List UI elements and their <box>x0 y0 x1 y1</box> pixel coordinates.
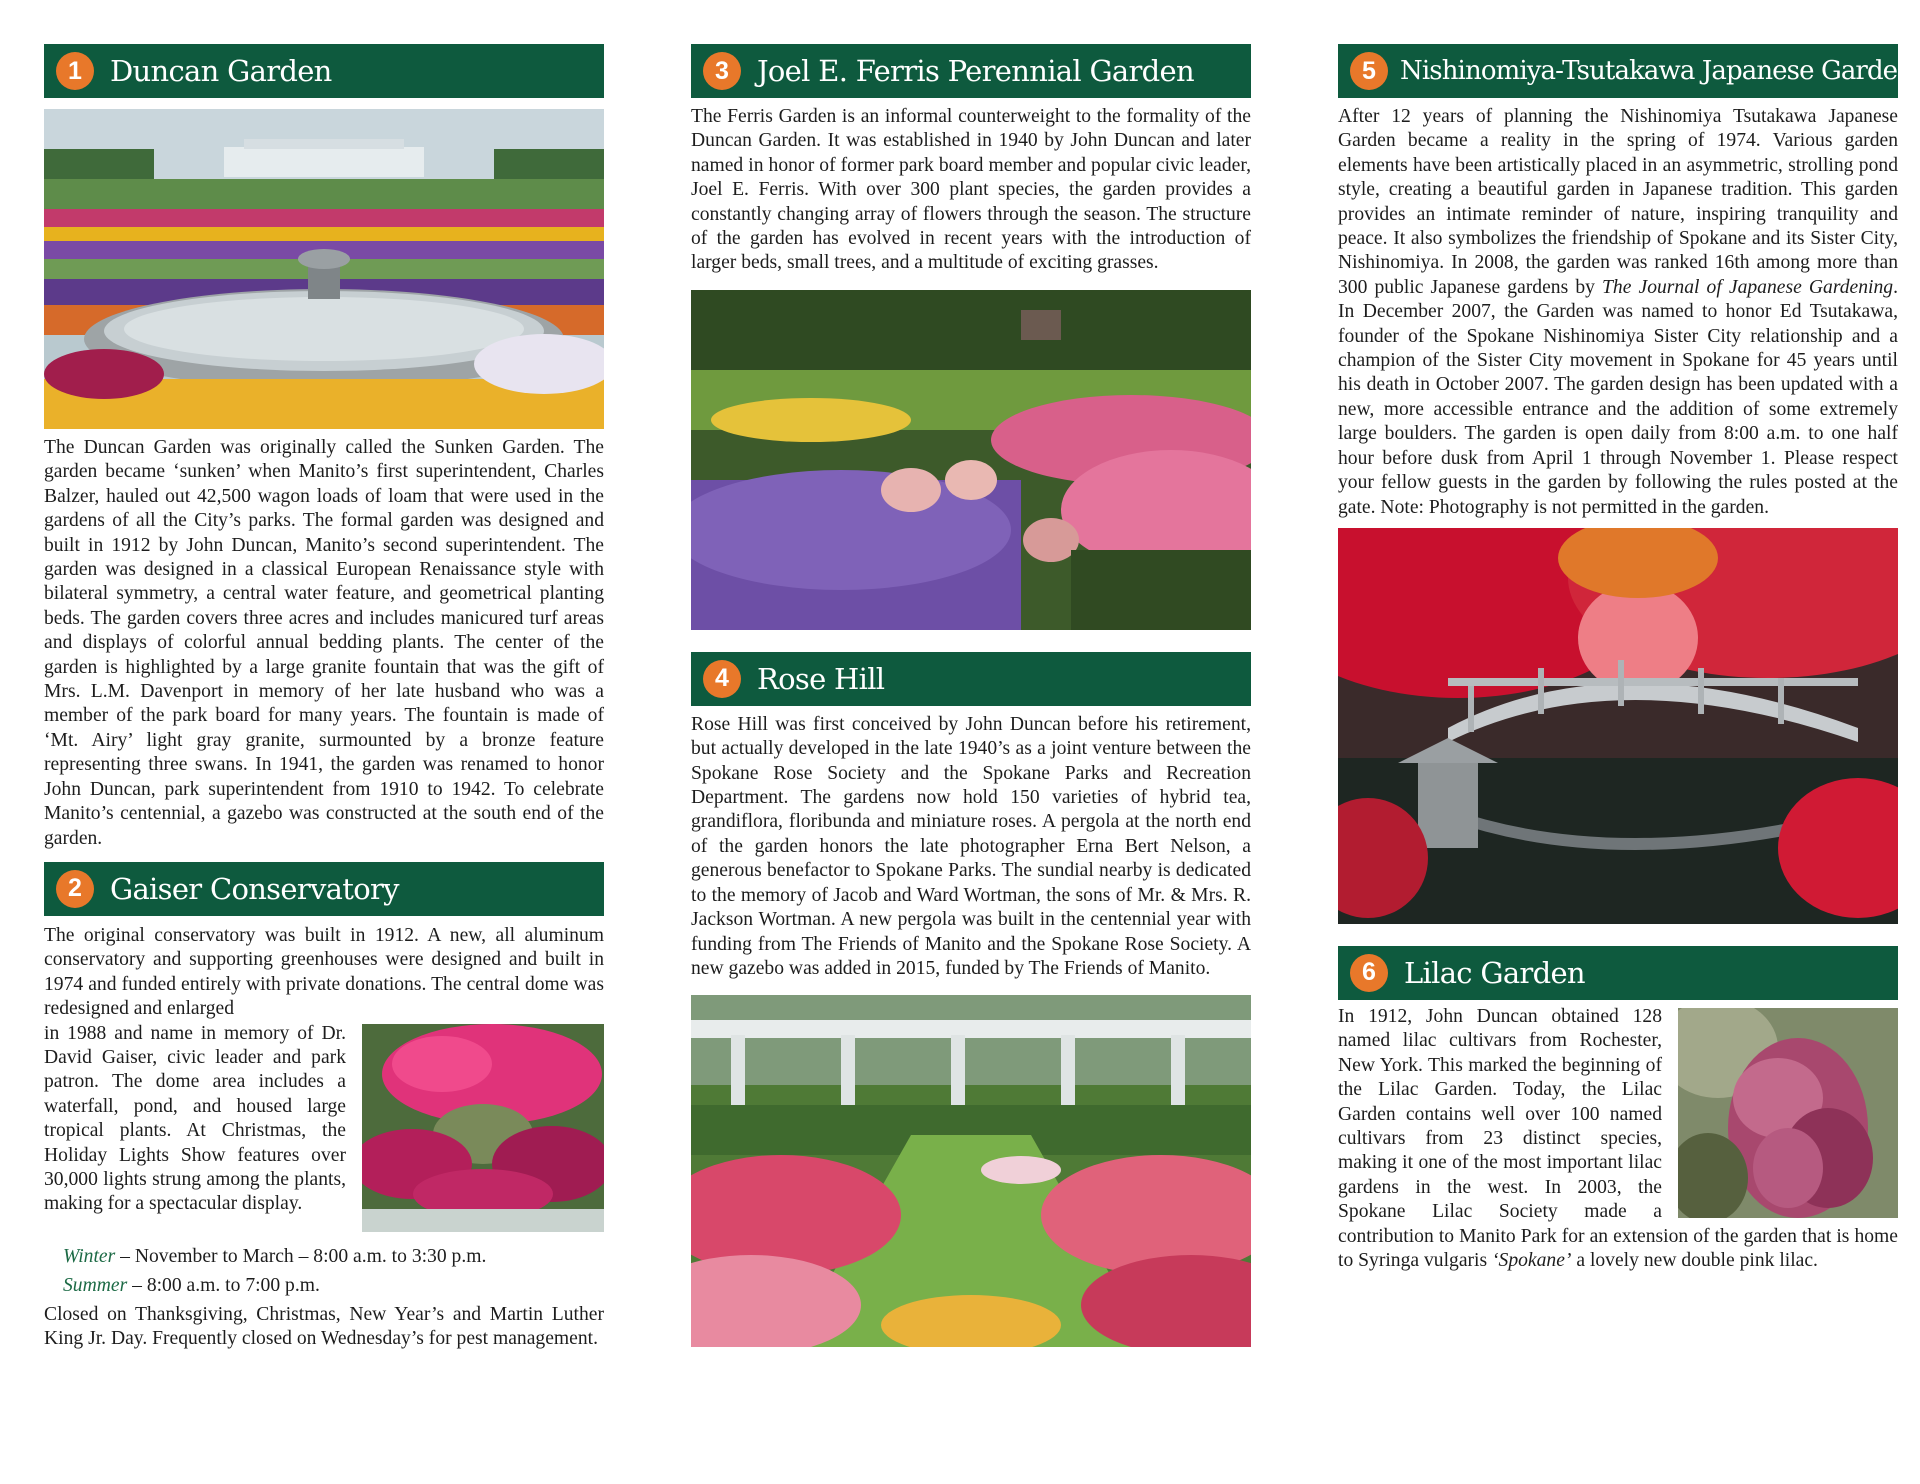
section-header-rose-hill <box>691 652 1251 706</box>
column-left <box>44 44 604 1351</box>
journal-title: The Journal of Japanese Gardening <box>1602 276 1894 298</box>
lilac-garden-text-b: a lovely new double pink lilac. <box>1571 1249 1818 1271</box>
hours-summer <box>63 1271 604 1300</box>
hours-winter-time: – November to March – 8:00 a.m. to 3:30 p.m. <box>115 1245 487 1267</box>
section-title: Rose Hill <box>757 661 885 696</box>
japanese-garden-text-a: After 12 years of planning the Nishinomiya Tsutakawa Japanese Garden became a reality in the spring of 1974. Various garden elements have been artistically placed in an asymmetric, strolling pond style, creating a beautiful garden in Japanese tradition. This garden provides an intimate reminder of nature, inspiring tranquility and peace. It also symbolizes the friendship of Spokane and its Sister City, Nishinomiya. In 2008, the garden was ranked 16th among more than 300 public Japanese gardens by <box>1338 106 1898 298</box>
duncan-garden-photo <box>44 109 604 429</box>
hours-summer-label: Summer <box>63 1274 128 1296</box>
column-right <box>1338 44 1914 1273</box>
rose-hill-photo <box>691 995 1251 1347</box>
section-title: Joel E. Ferris Perennial Garden <box>757 54 1194 88</box>
lilac-garden-text-a: In 1912, John Duncan obtained 128 named lilac cultivars from Rochester, New York. This marked the beginning of the Lilac Garden. Today, the Lilac Garden contains well over 100 named cultivars from 23 distinct species, making it one of the most important lilac gardens in the west. In 2003, the Spokane Lilac Society made a contribution to Manito Park for an extension of the garden that is home to Syringa vulgaris <box>1338 1005 1898 1271</box>
gaiser-wrap-block <box>44 1022 604 1238</box>
lilac-wrap-block <box>1338 1005 1898 1273</box>
section-number-badge: 1 <box>56 52 94 90</box>
duncan-garden-description: The Duncan Garden was originally called the Sunken Garden. The garden became ‘sunken’ when Manito’s first superintendent, Charles Balzer, hauled out 42,500 wagon loads of loam that were used in the gardens of all the City’s parks. The formal garden was designed and built in 1912 by John Duncan, Manito’s second superintendent. The garden was designed in a classical European Renaissance style with bilateral symmetry, a central water feature, and geometrical planting beds. The garden covers three acres and includes manicured turf areas and displays of colorful annual bedding plants. The center of the garden is highlighted by a large granite fountain that was the gift of Mrs. L.M. Davenport in memory of her late husband who was a member of the park board for many years. The fountain is made of ‘Mt. Airy’ light gray granite, surmounted by a bronze feature representing three swans. In 1941, the garden was renamed to honor John Duncan, park superintendent from 1910 to 1942. To celebrate Manito’s centennial, a gazebo was constructed at the south end of the garden. <box>44 437 604 849</box>
rose-hill-description: Rose Hill was first conceived by John Duncan before his retirement, but actually developed in the late 1940’s as a joint venture between the Spokane Rose Society and the Spokane Parks and Recreation Department. The gardens now hold 150 varieties of hybrid tea, grandiflora, floribunda and miniature roses. A pergola at the north end of the garden honors the late photographer Erna Bert Nelson, a generous benefactor to Spokane Parks. The sundial nearby is dedicated to the memory of Jacob and Ward Wortman, the sons of Mr. & Mrs. R. Jackson Wortman. A new pergola was built in the centennial year with funding from The Friends of Manito and the Spokane Rose Society. A new gazebo was added in 2015, funded by The Friends of Manito. <box>691 713 1251 979</box>
section-header-japanese-garden <box>1338 44 1914 98</box>
conservatory-hours <box>63 1242 604 1300</box>
section-title: Nishinomiya-Tsutakawa Japanese Garden <box>1400 56 1914 86</box>
ferris-garden-description: The Ferris Garden is an informal counterweight to the formality of the Duncan Garden. It was established in 1940 by John Duncan and later named in honor of former park board member and popular civic leader, Joel E. Ferris. With over 300 plant species, the garden provides a constantly changing array of flowers through the season. The structure of the garden has evolved in recent years with the introduction of larger beds, small trees, and a multitude of exciting grasses. <box>691 106 1251 274</box>
japanese-garden-description <box>1338 105 1898 520</box>
conservatory-photo <box>362 1024 604 1232</box>
japanese-garden-photo <box>1338 528 1898 924</box>
japanese-garden-text-b: . In December 2007, the Garden was named to honor Ed Tsutakawa, founder of the Spokane Nishinomiya Sister City relationship and a champion of the Sister City movement in Spokane for 45 years until his death in October 2007. The garden design has been updated with a new, more accessible entrance and the addition of some extremely large boulders. The garden is open daily from 8:00 a.m. to one half hour before dusk from April 1 through November 1. Please respect your fellow guests in the garden by following the rules posted at the gate. Note: Photography is not permitted in the garden. <box>1338 276 1898 518</box>
section-title: Gaiser Conservatory <box>110 871 399 906</box>
section-header-duncan-garden <box>44 44 604 98</box>
hours-summer-time: – 8:00 a.m. to 7:00 p.m. <box>127 1274 320 1296</box>
lilac-cultivar-name: ‘Spokane’ <box>1492 1249 1572 1271</box>
hours-winter <box>63 1242 604 1271</box>
section-title: Duncan Garden <box>110 54 332 88</box>
section-number-badge: 5 <box>1350 52 1388 90</box>
section-header-ferris-garden <box>691 44 1251 98</box>
section-header-lilac-garden <box>1338 946 1898 1000</box>
column-middle <box>691 44 1251 1347</box>
ferris-garden-photo <box>691 290 1251 630</box>
gaiser-conservatory-description: The original conservatory was built in 1912. A new, all aluminum conservatory and supporting greenhouses were designed and built in 1974 and funded entirely with private donations. The central dome was redesigned and enlarged <box>44 924 604 1020</box>
section-number-badge: 2 <box>56 870 94 908</box>
section-number-badge: 3 <box>703 52 741 90</box>
section-number-badge: 6 <box>1350 954 1388 992</box>
section-number-badge: 4 <box>703 660 741 698</box>
hours-winter-label: Winter <box>63 1245 116 1267</box>
gaiser-conservatory-description-continued: in 1988 and name in memory of Dr. David Gaiser, civic leader and park patron. The dome area includes a waterfall, pond, and housed large tropical plants. At Christmas, the Holiday Lights Show features over 30,000 lights strung among the plants, making for a spectacular display. <box>44 1022 346 1215</box>
lilac-photo <box>1678 1008 1898 1218</box>
section-header-gaiser-conservatory <box>44 862 604 916</box>
section-title: Lilac Garden <box>1404 955 1585 990</box>
conservatory-closed-note: Closed on Thanksgiving, Christmas, New Year’s and Martin Luther King Jr. Day. Frequently closed on Wednesday’s for pest management. <box>44 1303 604 1349</box>
